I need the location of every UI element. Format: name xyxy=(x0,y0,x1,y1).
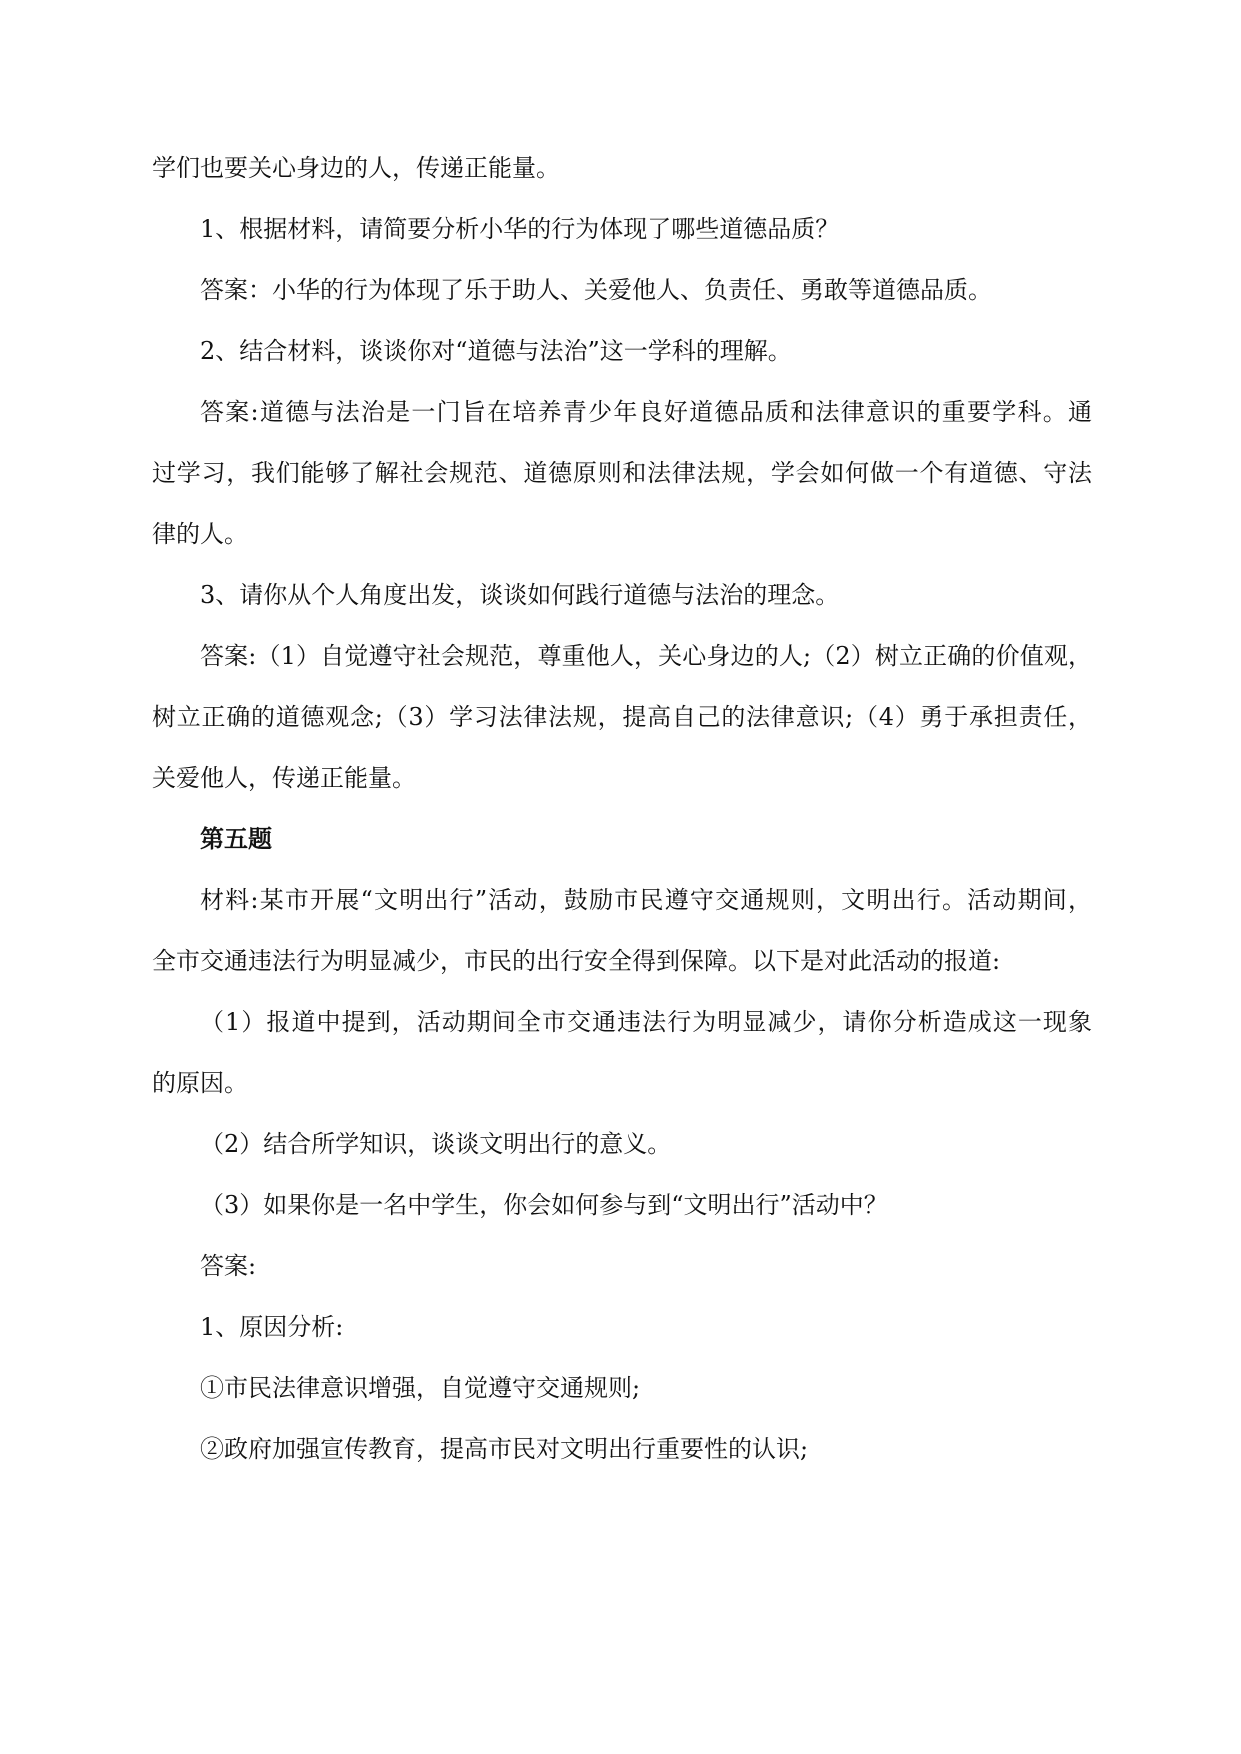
document-body xyxy=(152,138,1092,1480)
answer-label: 答案: xyxy=(200,1252,257,1280)
material-line-2: 全市交通违法行为明显减少，市民的出行安全得到保障。以下是对此活动的报道: xyxy=(152,947,1001,975)
answer-2-line-3: 律的人。 xyxy=(152,520,248,548)
answer-1: 答案：小华的行为体现了乐于助人、关爱他人、负责任、勇敢等道德品质。 xyxy=(200,276,992,304)
answer-3-line-1: 答案:（1）自觉遵守社会规范，尊重他人，关心身边的人;（2）树立正确的价值观， xyxy=(200,642,1092,670)
answer-3-line-3: 关爱他人，传递正能量。 xyxy=(152,764,416,792)
sub-question-3: （3）如果你是一名中学生，你会如何参与到“文明出行”活动中？ xyxy=(200,1191,888,1219)
material-line-1: 材料:某市开展“文明出行”活动，鼓励市民遵守交通规则，文明出行。活动期间， xyxy=(200,886,1092,914)
question-3: 3、请你从个人角度出发，谈谈如何践行道德与法治的理念。 xyxy=(200,581,840,609)
sub-question-1-line-2: 的原因。 xyxy=(152,1069,248,1097)
paragraph-line: 学们也要关心身边的人，传递正能量。 xyxy=(152,154,560,182)
question-1: 1、根据材料，请简要分析小华的行为体现了哪些道德品质？ xyxy=(200,215,840,243)
section-heading: 第五题 xyxy=(200,825,272,853)
answer-2-line-1: 答案:道德与法治是一门旨在培养青少年良好道德品质和法律意识的重要学科。通 xyxy=(200,398,1092,426)
reason-analysis-heading: 1、原因分析: xyxy=(200,1313,344,1341)
sub-question-1-line-1: （1）报道中提到，活动期间全市交通违法行为明显减少，请你分析造成这一现象 xyxy=(200,1008,1092,1036)
answer-3-line-2: 树立正确的道德观念;（3）学习法律法规，提高自己的法律意识;（4）勇于承担责任， xyxy=(152,703,1092,731)
sub-question-2: （2）结合所学知识，谈谈文明出行的意义。 xyxy=(200,1130,672,1158)
question-2: 2、结合材料，谈谈你对“道德与法治”这一学科的理解。 xyxy=(200,337,792,365)
reason-item-1: ①市民法律意识增强，自觉遵守交通规则; xyxy=(200,1374,641,1402)
answer-2-line-2: 过学习，我们能够了解社会规范、道德原则和法律法规，学会如何做一个有道德、守法 xyxy=(152,459,1092,487)
reason-item-2: ②政府加强宣传教育，提高市民对文明出行重要性的认识; xyxy=(200,1435,809,1463)
